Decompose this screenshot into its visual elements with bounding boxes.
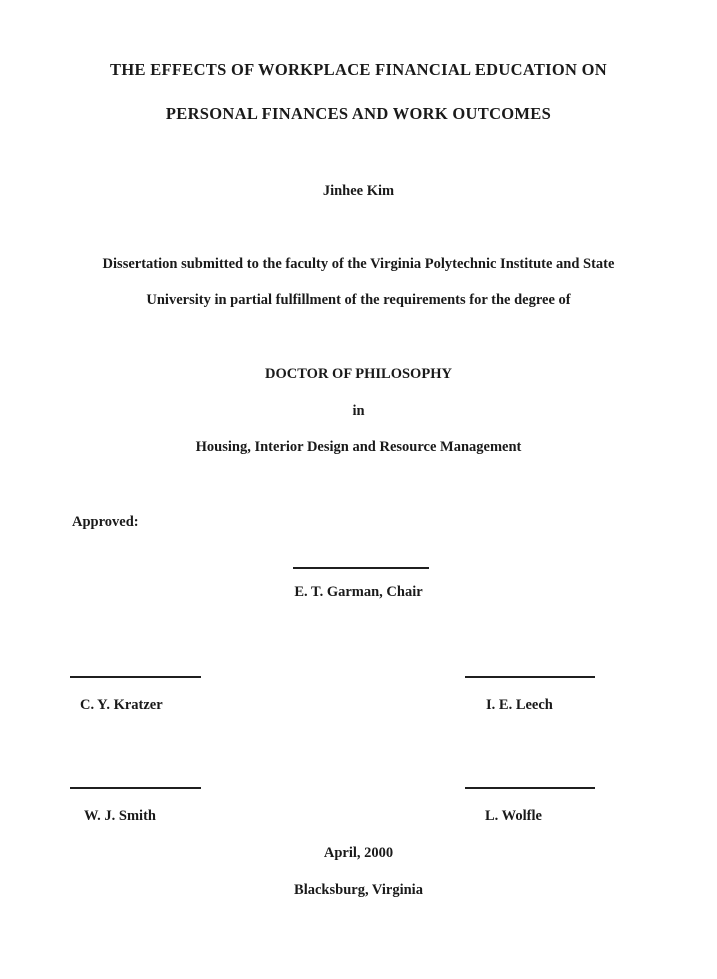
major-name: Housing, Interior Design and Resource Management [195, 439, 522, 455]
defense-date: April, 2000 [323, 845, 394, 861]
degree-in-word: in [352, 403, 365, 419]
committee-member-name-kratzer: C. Y. Kratzer [80, 697, 163, 713]
committee-member-name-leech: I. E. Leech [486, 697, 553, 713]
degree-name: DOCTOR OF PHILOSOPHY [265, 366, 452, 382]
committee-signature-line-leech [465, 676, 595, 678]
author-name: Jinhee Kim [322, 183, 395, 199]
approved-label: Approved: [72, 514, 139, 530]
committee-member-name-smith: W. J. Smith [84, 808, 156, 824]
dissertation-title-line1: THE EFFECTS OF WORKPLACE FINANCIAL EDUCATION ON [110, 60, 607, 79]
university-location: Blacksburg, Virginia [294, 882, 423, 898]
submission-statement-line2: University in partial fulfillment of the requirements for the degree of [146, 292, 571, 308]
committee-signature-line-smith [70, 787, 201, 789]
committee-signature-line-kratzer [70, 676, 201, 678]
dissertation-title-line2: PERSONAL FINANCES AND WORK OUTCOMES [165, 104, 552, 123]
committee-member-name-wolfle: L. Wolfle [485, 808, 542, 824]
submission-statement-line1: Dissertation submitted to the faculty of the Virginia Polytechnic Institute and State [102, 256, 615, 272]
chair-name: E. T. Garman, Chair [294, 584, 423, 600]
committee-signature-line-wolfle [465, 787, 595, 789]
chair-signature-line [293, 567, 429, 569]
